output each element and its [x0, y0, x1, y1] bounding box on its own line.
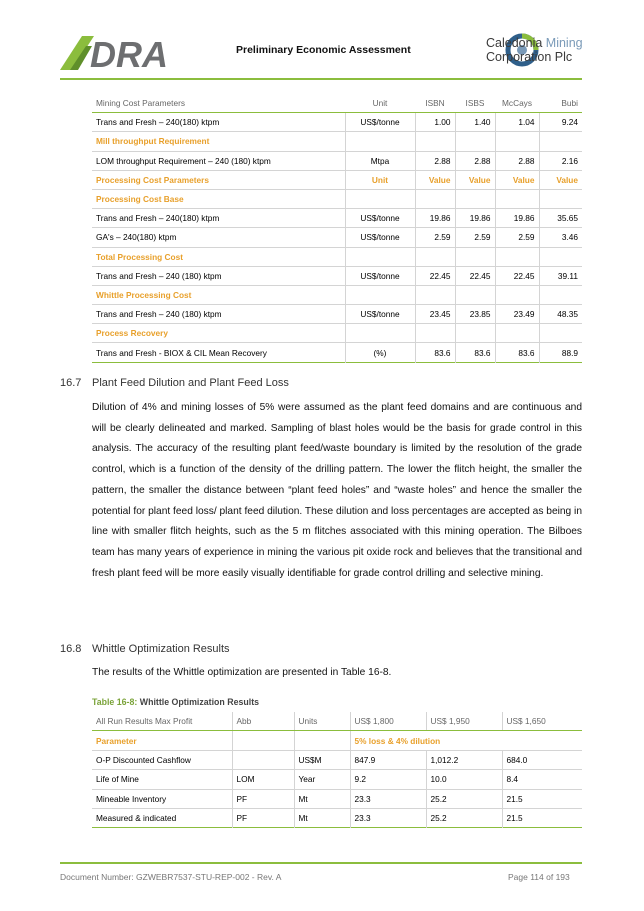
table-header-row — [92, 712, 582, 731]
table-row — [92, 343, 582, 362]
table-cell: US$/tonne — [345, 113, 415, 132]
table-cell — [415, 189, 455, 208]
caledonia-logo-line2: Corporation Plc — [486, 50, 573, 64]
table-cell: 39.11 — [539, 266, 582, 285]
table-row — [92, 808, 582, 827]
table-cell: PF — [232, 789, 294, 808]
table-cell — [539, 189, 582, 208]
table-cell — [415, 247, 455, 266]
table-header-cell: Units — [294, 712, 350, 731]
table-cell: 23.3 — [350, 789, 426, 808]
table-cell — [539, 285, 582, 304]
table-cell — [539, 132, 582, 151]
table-cell: 1.00 — [415, 113, 455, 132]
table-cell — [345, 132, 415, 151]
table-row — [92, 770, 582, 789]
table-cell: 3.46 — [539, 228, 582, 247]
table-cell: 19.86 — [415, 209, 455, 228]
whittle-optimization-table — [92, 712, 582, 828]
section-heading: Plant Feed Dilution and Plant Feed Loss — [92, 377, 289, 389]
table-cell — [415, 132, 455, 151]
table-header-cell: McCays — [495, 94, 539, 113]
table-cell: Life of Mine — [96, 774, 139, 785]
table-cell: Whittle Processing Cost — [96, 289, 192, 300]
mining-cost-parameters-table — [92, 94, 582, 363]
table-cell: 22.45 — [455, 266, 495, 285]
table-cell: LOM throughput Requirement – 240 (180) ktpm — [96, 155, 271, 166]
table-cell: Mtpa — [345, 151, 415, 170]
table-cell: 2.59 — [495, 228, 539, 247]
table-cell — [345, 189, 415, 208]
table-cell: US$/tonne — [345, 209, 415, 228]
table-cell: 10.0 — [426, 770, 502, 789]
table-cell — [495, 132, 539, 151]
table-cell: 25.2 — [426, 789, 502, 808]
table-cell: 23.3 — [350, 808, 426, 827]
table-header-cell: ISBN — [415, 94, 455, 113]
table-cell: Processing Cost Parameters — [96, 174, 209, 185]
section-paragraph: The results of the Whittle optimization are presented in Table 16-8. — [92, 667, 392, 678]
table-section-row — [92, 170, 582, 189]
table-cell: Parameter — [96, 735, 137, 746]
table-cell: Value — [539, 170, 582, 189]
table-section-row — [92, 247, 582, 266]
table-cell — [539, 247, 582, 266]
table-cell: 19.86 — [495, 209, 539, 228]
table-caption-label: Table 16-8: — [92, 697, 138, 707]
table-cell: US$M — [294, 750, 350, 769]
table-cell: Total Processing Cost — [96, 251, 183, 262]
table-row — [92, 113, 582, 132]
table-cell: 2.59 — [455, 228, 495, 247]
table-cell: 684.0 — [502, 750, 582, 769]
table-cell — [495, 285, 539, 304]
table-cell — [455, 285, 495, 304]
table-cell: Mineable Inventory — [96, 793, 167, 804]
table-header-cell: Mining Cost Parameters — [92, 94, 345, 113]
table-cell: Value — [455, 170, 495, 189]
table-cell — [455, 247, 495, 266]
table-cell: Mill throughput Requirement — [96, 136, 210, 147]
table-cell: 22.45 — [495, 266, 539, 285]
table-cell: Measured & indicated — [96, 813, 177, 824]
table-header-row — [92, 94, 582, 113]
dra-logo — [60, 32, 200, 72]
table-section-row — [92, 189, 582, 208]
table-cell — [415, 285, 455, 304]
table-row — [92, 789, 582, 808]
table-cell — [495, 247, 539, 266]
table-cell: 23.45 — [415, 305, 455, 324]
table-cell: Mt — [294, 789, 350, 808]
table-row — [92, 209, 582, 228]
page-number: Page 114 of 193 — [508, 872, 570, 882]
table-cell: 1,012.2 — [426, 750, 502, 769]
table-cell — [232, 750, 294, 769]
table-cell: Processing Cost Base — [96, 194, 184, 205]
table-cell — [345, 285, 415, 304]
table-cell: 21.5 — [502, 789, 582, 808]
table-header-cell: ISBS — [455, 94, 495, 113]
table-cell — [294, 731, 350, 750]
table-cell: 83.6 — [495, 343, 539, 362]
table-cell: 2.59 — [415, 228, 455, 247]
table-cell: 23.85 — [455, 305, 495, 324]
table-cell: 5% loss & 4% dilution — [350, 731, 582, 750]
table-cell: US$/tonne — [345, 228, 415, 247]
table-cell: GA's – 240(180) ktpm — [96, 232, 177, 243]
table-header-cell: Bubi — [539, 94, 582, 113]
table-cell: 21.5 — [502, 808, 582, 827]
table-cell: 19.86 — [455, 209, 495, 228]
table-cell: Unit — [345, 170, 415, 189]
table-cell: Trans and Fresh – 240 (180) ktpm — [96, 309, 222, 320]
table-cell: US$/tonne — [345, 305, 415, 324]
table-cell: PF — [232, 808, 294, 827]
table-cell: 8.4 — [502, 770, 582, 789]
table-cell: 22.45 — [415, 266, 455, 285]
table-cell: 2.88 — [455, 151, 495, 170]
table-cell: 25.2 — [426, 808, 502, 827]
table-cell — [455, 132, 495, 151]
table-cell: 23.49 — [495, 305, 539, 324]
section-number: 16.8 — [60, 643, 82, 655]
table-cell: Mt — [294, 808, 350, 827]
section-heading: Whittle Optimization Results — [92, 643, 230, 655]
table-cell — [232, 731, 294, 750]
table-cell — [455, 189, 495, 208]
page-header-title: Preliminary Economic Assessment — [236, 44, 411, 56]
table-cell: 83.6 — [455, 343, 495, 362]
table-row — [92, 151, 582, 170]
table-cell: Trans and Fresh – 240(180) ktpm — [96, 117, 220, 128]
table-header-cell: Abb — [232, 712, 294, 731]
table-header-cell: Unit — [345, 94, 415, 113]
table-cell: 88.9 — [539, 343, 582, 362]
table-cell: (%) — [345, 343, 415, 362]
table-cell: Value — [415, 170, 455, 189]
table-cell: Trans and Fresh – 240(180) ktpm — [96, 213, 220, 224]
table-row — [92, 228, 582, 247]
table-cell: 2.88 — [495, 151, 539, 170]
table-cell: US$/tonne — [345, 266, 415, 285]
table-cell — [345, 247, 415, 266]
table-cell — [415, 324, 455, 343]
table-cell: 83.6 — [415, 343, 455, 362]
table-cell: 2.16 — [539, 151, 582, 170]
section-paragraph: Dilution of 4% and mining losses of 5% were assumed as the plant feed domains and are continuous and will be clearly delineated and marked. Sampling of blast holes would be the basis for grade control in this analysis. The accuracy of the resulting plant feed/waste boundary is limited by the resolution of the grade control, which is a function of the density of the drilling pattern. The lower the flitch height, the smaller the pattern, the smaller the distance between “plant feed holes” and “waste holes” and hence the smaller the potential for plant feed loss/ plant feed dilution. These dilution and loss percentages are accepted as being in line with smaller flitch heights, such as the 5 m flitches associated with this mining operation. The Bilboes team has many years of experience in mining the various pit oxide rock and believes that the transitional and fresh plant feed will be more easily visually identifiable for grade control drilling and selective mining. — [92, 402, 582, 579]
table-section-row — [92, 132, 582, 151]
table-cell — [455, 324, 495, 343]
table-cell: Trans and Fresh – 240 (180) ktpm — [96, 270, 222, 281]
table-cell: 48.35 — [539, 305, 582, 324]
table-cell — [495, 189, 539, 208]
table-cell: 847.9 — [350, 750, 426, 769]
table-cell: 1.40 — [455, 113, 495, 132]
table-section-row — [92, 285, 582, 304]
document-number: Document Number: GZWEBR7537-STU-REP-002 - Rev. A — [60, 872, 282, 882]
section-number: 16.7 — [60, 377, 82, 389]
table-cell — [495, 324, 539, 343]
table-cell: O-P Discounted Cashflow — [96, 754, 191, 765]
table-section-row — [92, 324, 582, 343]
header-divider — [60, 78, 582, 80]
table-cell: 9.2 — [350, 770, 426, 789]
table-caption-text: Whittle Optimization Results — [139, 697, 260, 707]
table-cell: LOM — [232, 770, 294, 789]
table-header-cell: All Run Results Max Profit — [92, 712, 232, 731]
table-cell — [345, 324, 415, 343]
footer-divider — [60, 862, 582, 864]
table-cell: 1.04 — [495, 113, 539, 132]
table-cell: 9.24 — [539, 113, 582, 132]
table-cell: 2.88 — [415, 151, 455, 170]
table-cell: Year — [294, 770, 350, 789]
table-cell: 35.65 — [539, 209, 582, 228]
table-cell — [539, 324, 582, 343]
table-header-cell: US$ 1,950 — [426, 712, 502, 731]
table-cell: Trans and Fresh - BIOX & CIL Mean Recovery — [96, 347, 267, 358]
table-row — [92, 305, 582, 324]
table-caption — [92, 697, 259, 707]
table-section-row — [92, 731, 582, 750]
table-header-cell: US$ 1,650 — [502, 712, 582, 731]
table-row — [92, 266, 582, 285]
dra-logo-text: DRA — [90, 34, 168, 72]
table-row — [92, 750, 582, 769]
table-cell: Value — [495, 170, 539, 189]
table-cell: Process Recovery — [96, 328, 168, 339]
table-header-cell: US$ 1,800 — [350, 712, 426, 731]
caledonia-logo-line1: Caledonia Mining — [486, 36, 583, 50]
